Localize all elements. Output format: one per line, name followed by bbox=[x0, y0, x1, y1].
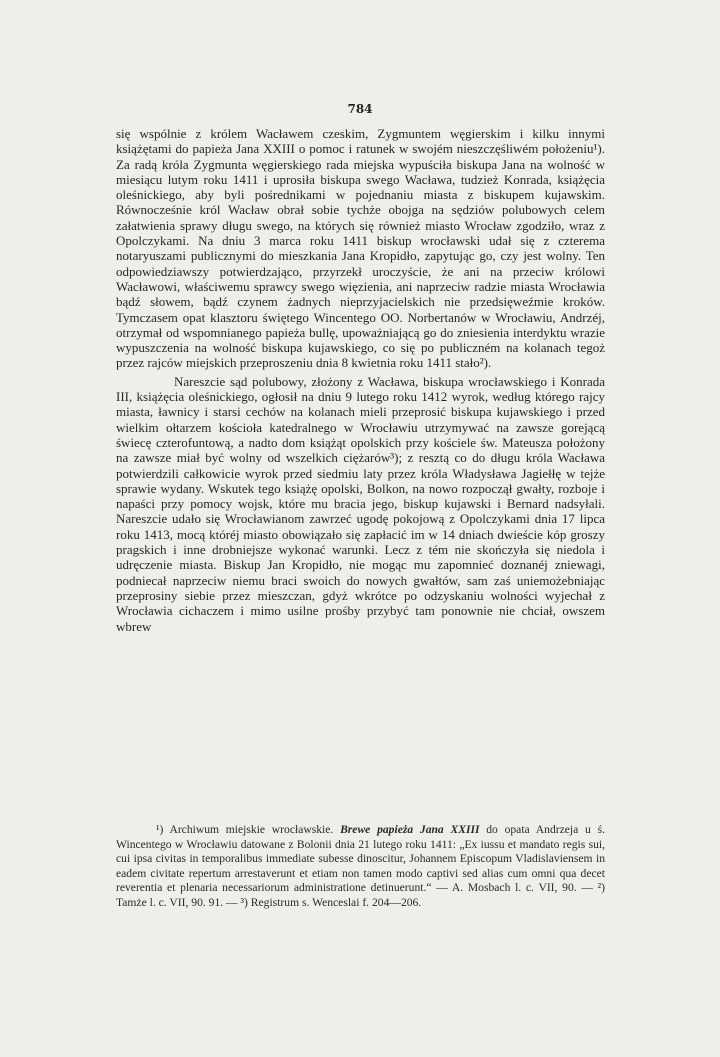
footnote-1-title: Brewe papieża Jana XXIII bbox=[340, 823, 480, 836]
main-text bbox=[116, 126, 605, 634]
footnotes bbox=[116, 823, 605, 911]
footnote-1-rest: do opata Andrzeja u ś. Wincentego w Wrocławiu datowane z Bolonii dnia 21 lutego roku 1411: „Ex iussu et mandato regis sui, cui ipsa civitas in temporalibus immediate subesse dinoscitur, Johannem Episcopum Vladislaviensem in eadem civitate repertum arrestaverunt et etiam non tamen modo captivi sed alias cum omni qua decet reverentia et plenaria necessariorum administratione detinuerunt.“ — A. Mosbach l. c. VII, 90. — ²) Tamże l. c. VII, 90. 91. — ³) Registrum s. Wenceslai f. 204—206. bbox=[116, 823, 605, 909]
page-number: 784 bbox=[347, 102, 373, 116]
footnote-text bbox=[116, 823, 605, 911]
paragraph-2: Nareszcie sąd polubowy, złożony z Wacława, biskupa wrocławskiego i Konrada III, książęcia oleśnickiego, ogłosił na dniu 9 lutego roku 1412 wyrok, według którego rajcy miasta, ławnicy i starsi cechów na kolanach mieli przeprosić biskupa kujawskiego i przed wielkim ołtarzem kościoła katedralnego w Wrocławiu utrzymywać na zawsze gorejącą świecę czterofuntową, a nadto dom książąt opolskich przy kościele św. Mateusza położony na zawsze miał być wolny od wszelkich ciężarów³); z resztą co do długu króla Wacława potwierdzili całkowicie wyrok przed siedmiu laty przez króla Władysława Jagiełłę w tejże sprawie wydany. Wskutek tego książę opolski, Bolkon, na nowo rozpoczął gwałty, rozboje i napaści przy pomocy wojsk, które mu bracia jego, biskup kujawski i Bernard nadsyłali. Nareszcie udało się Wrocławianom zawrzeć ugodę pokojową z Opolczykami dnia 17 lipca roku 1413, mocą któréj miasto obowiązało się zapłacić im w 14 dniach dwieście kóp groszy pragskich i inne drobniejsze wykonać warunki. Lecz z tém nie skończyła się niedola i udręczenie miasta. Biskup Jan Kropidło, nie mogąc mu zapomnieć doznanéj zniewagi, podniecał naprzeciw niemu braci swoich do nowych gwałtów, sam zaś uniemożebniając przeprosiny siebie przez mieszczan, gdyż wkrótce po odzyskaniu wolności wyjechał z Wrocławia cichaczem i mimo usilne prośby przybyć tam ponownie nie chciał, owszem wbrew bbox=[116, 373, 605, 634]
footnote-1-prefix: ¹) Archiwum miejskie wrocławskie. bbox=[156, 823, 334, 836]
paragraph-1: się wspólnie z królem Wacławem czeskim, Zygmuntem węgierskim i kilku innymi książętami do papieża Jana XXIII o pomoc i ratunek w swojém nieszczęśliwém położeniu¹). Za radą króla Zygmunta węgierskiego rada miejska wypuściła biskupa Jana na wolność w miesiącu lutym roku 1411 i uprosiła biskupa swego Wacława, tudzież Konrada, książęcia oleśnickiego, aby byli pośrednikami w pojednaniu miasta z biskupem kujawskim. Równocześnie król Wacław obrał sobie tychże obojga na sędziów polubowych celem załatwienia sprawy długu swego, na których się również miasto Wrocław zgodziło, wraz z Opolczykami. Na dniu 3 marca roku 1411 biskup wrocławski udał się z czterema notaryuszami publicznymi do mieszkania Jana Kropidło, zapytując go, czy jest wolny. Ten odpowiedziawszy potwierdzająco, przyrzekł uroczyście, że ani na przeciw królowi Wacławowi, właściwemu sprawcy swego więzienia, ani naprzeciw radzie miasta Wrocławia bądź słowem, bądź czynem żadnych nieprzyjacielskich nie przedsięweźmie kroków. Tymczasem opat klasztoru świętego Wincentego OO. Norbertanów w Wrocławiu, Andrzéj, otrzymał od wspomnianego papieża bullę, upoważniającą go do zniesienia interdyktu wrazie wypuszczenia na wolność biskupa kujawskiego, co się po publiczném na kolanach tegoż przez rajców miejskich przeproszeniu dnia 8 kwietnia roku 1411 stało²). bbox=[116, 126, 605, 371]
